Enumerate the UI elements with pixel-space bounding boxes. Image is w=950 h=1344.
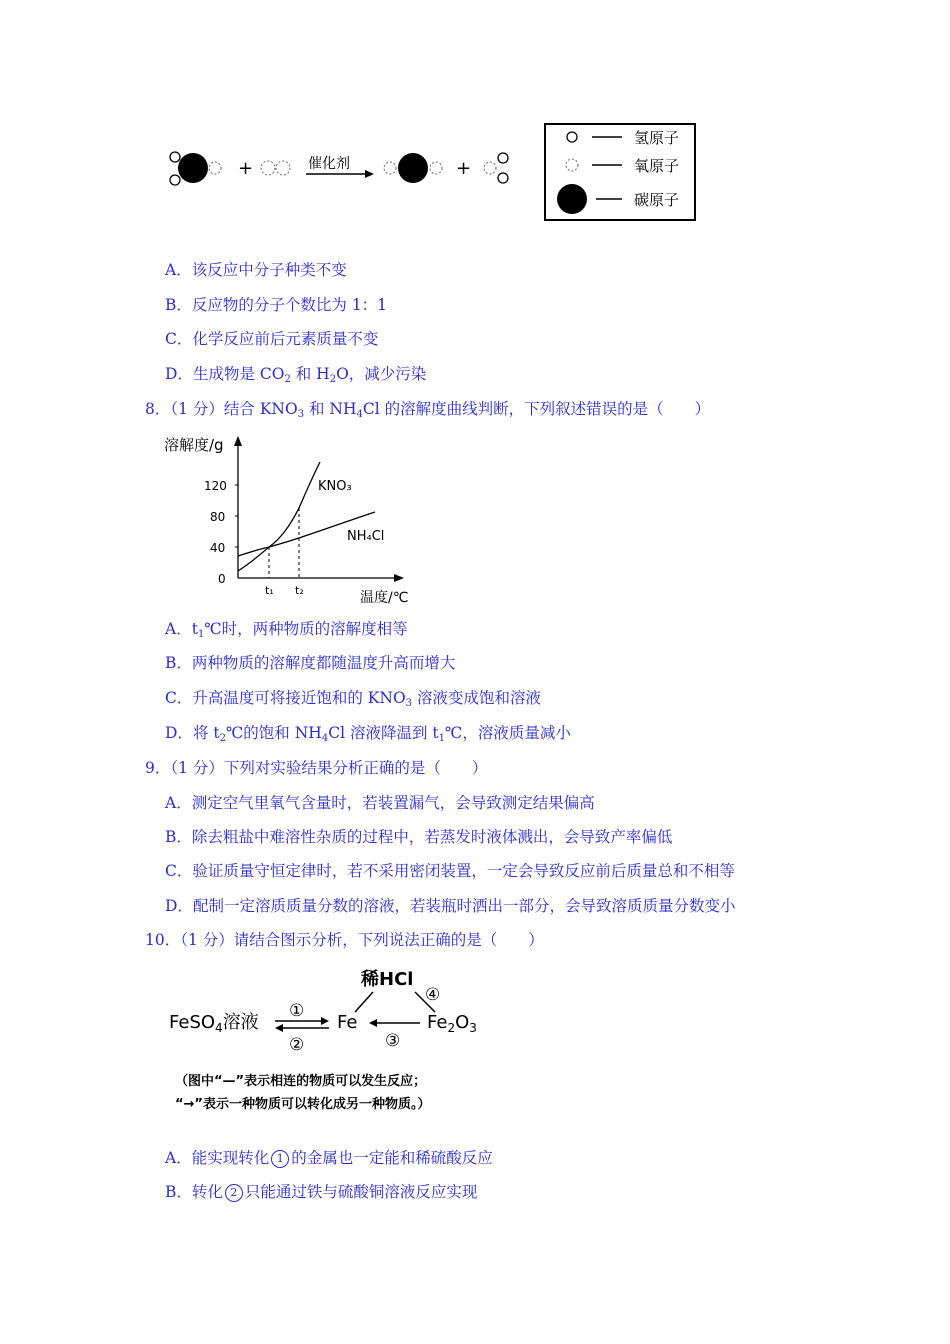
water-molecule (484, 153, 508, 183)
fe-label: Fe (337, 1012, 358, 1033)
arrow-label-2: ② (289, 1035, 305, 1055)
q10-option-b: B．转化 2 只能通过铁与硫酸铜溶液反应实现 (165, 1183, 478, 1201)
kno3-label: KNO₃ (318, 479, 352, 494)
hydrogen-atom-icon (567, 132, 577, 142)
methane-like-molecule (170, 152, 221, 185)
q10-option-a: A．能实现转化 1 的金属也一定能和稀硫酸反应 (165, 1149, 493, 1167)
nh4cl-label: NH₄Cl (347, 529, 385, 544)
x-tick-t2: t₂ (295, 584, 304, 597)
q7-option-a: A．该反应中分子种类不变 (165, 261, 347, 279)
legend-carbon: 碳原子 (634, 191, 680, 209)
circled-number-2: 2 (225, 1184, 243, 1202)
diagram-note-1: （图中“—”表示相连的物质可以发生反应； (175, 1074, 427, 1089)
legend-hydrogen: 氢原子 (634, 129, 680, 147)
q8-option-b: B．两种物质的溶解度都随温度升高而增大 (165, 654, 456, 672)
iron-conversion-svg (165, 960, 495, 1120)
q8-option-d: D．将 $t_2℃$的饱和 $NH_4Cl$ 溶液降温到 $t_1℃$，溶液质量减小 (165, 724, 571, 744)
q10-stem: 10．（1 分）请结合图示分析，下列说法正确的是（ ） (145, 931, 544, 949)
q9-option-d: D．配制一定溶质质量分数的溶液，若装瓶时洒出一部分，会导致溶质质量分数变小 (165, 897, 736, 915)
x-tick-t1: t₁ (265, 584, 274, 597)
reaction-figure (160, 120, 705, 230)
oxygen-atom-icon (566, 159, 578, 171)
q9-stem: 9．（1 分）下列对实验结果分析正确的是（ ） (145, 759, 488, 777)
plus-2: + (456, 158, 472, 179)
kno3-curve (238, 462, 320, 571)
y-tick-80: 80 (210, 510, 226, 524)
chart-ylabel: 溶解度/g (164, 436, 224, 454)
solubility-chart-svg (160, 430, 430, 610)
y-tick-120: 120 (204, 479, 227, 493)
arrow-label-3: ③ (385, 1031, 401, 1051)
solubility-chart (160, 430, 430, 610)
legend-oxygen: 氧原子 (634, 157, 680, 175)
q8-option-a: A．$t_1℃$时，两种物质的溶解度相等 (165, 620, 408, 640)
oxygen-molecule (261, 161, 290, 175)
fe2o3-label: $Fe_2O_3$ (427, 1012, 477, 1035)
reaction-molecules (160, 120, 705, 230)
q7-option-d: D．生成物是 $CO_2$ 和 $H_2O$，减少污染 (165, 365, 427, 385)
q9-option-c: C．验证质量守恒定律时，若不采用密闭装置，一定会导致反应前后质量总和不相等 (165, 862, 735, 880)
chart-xlabel: 温度/℃ (360, 590, 409, 606)
q7-option-c: C．化学反应前后元素质量不变 (165, 330, 379, 348)
y-tick-40: 40 (210, 541, 226, 555)
circled-number-1: 1 (271, 1150, 289, 1168)
q8-stem: 8．（1 分）结合 $KNO_3$ 和 $NH_4Cl$ 的溶解度曲线判断，下列叙述错误的是（ ） (145, 400, 711, 420)
hcl-label: 稀HCl (361, 969, 414, 990)
feso4-label: FeSO$_4$溶液 (169, 1012, 259, 1035)
catalyst-label: 催化剂 (308, 156, 350, 172)
product-molecule-1 (384, 153, 442, 183)
iron-conversion-diagram (165, 960, 495, 1120)
q7-option-b: B．反应物的分子个数比为 1：1 (165, 296, 388, 314)
carbon-atom-icon (557, 184, 587, 214)
q8-option-c: C．升高温度可将接近饱和的 $KNO_3$ 溶液变成饱和溶液 (165, 689, 541, 709)
q9-option-a: A．测定空气里氧气含量时，若装置漏气，会导致测定结果偏高 (165, 794, 595, 812)
plus-1: + (238, 158, 254, 179)
arrow-label-4: ④ (425, 985, 441, 1005)
y-tick-0: 0 (218, 572, 226, 586)
arrow-label-1: ① (289, 1001, 305, 1021)
q9-option-b: B．除去粗盐中难溶性杂质的过程中，若蒸发时液体溅出，会导致产率偏低 (165, 828, 673, 846)
diagram-note-2: “→”表示一种物质可以转化成另一种物质。） (175, 1097, 431, 1112)
